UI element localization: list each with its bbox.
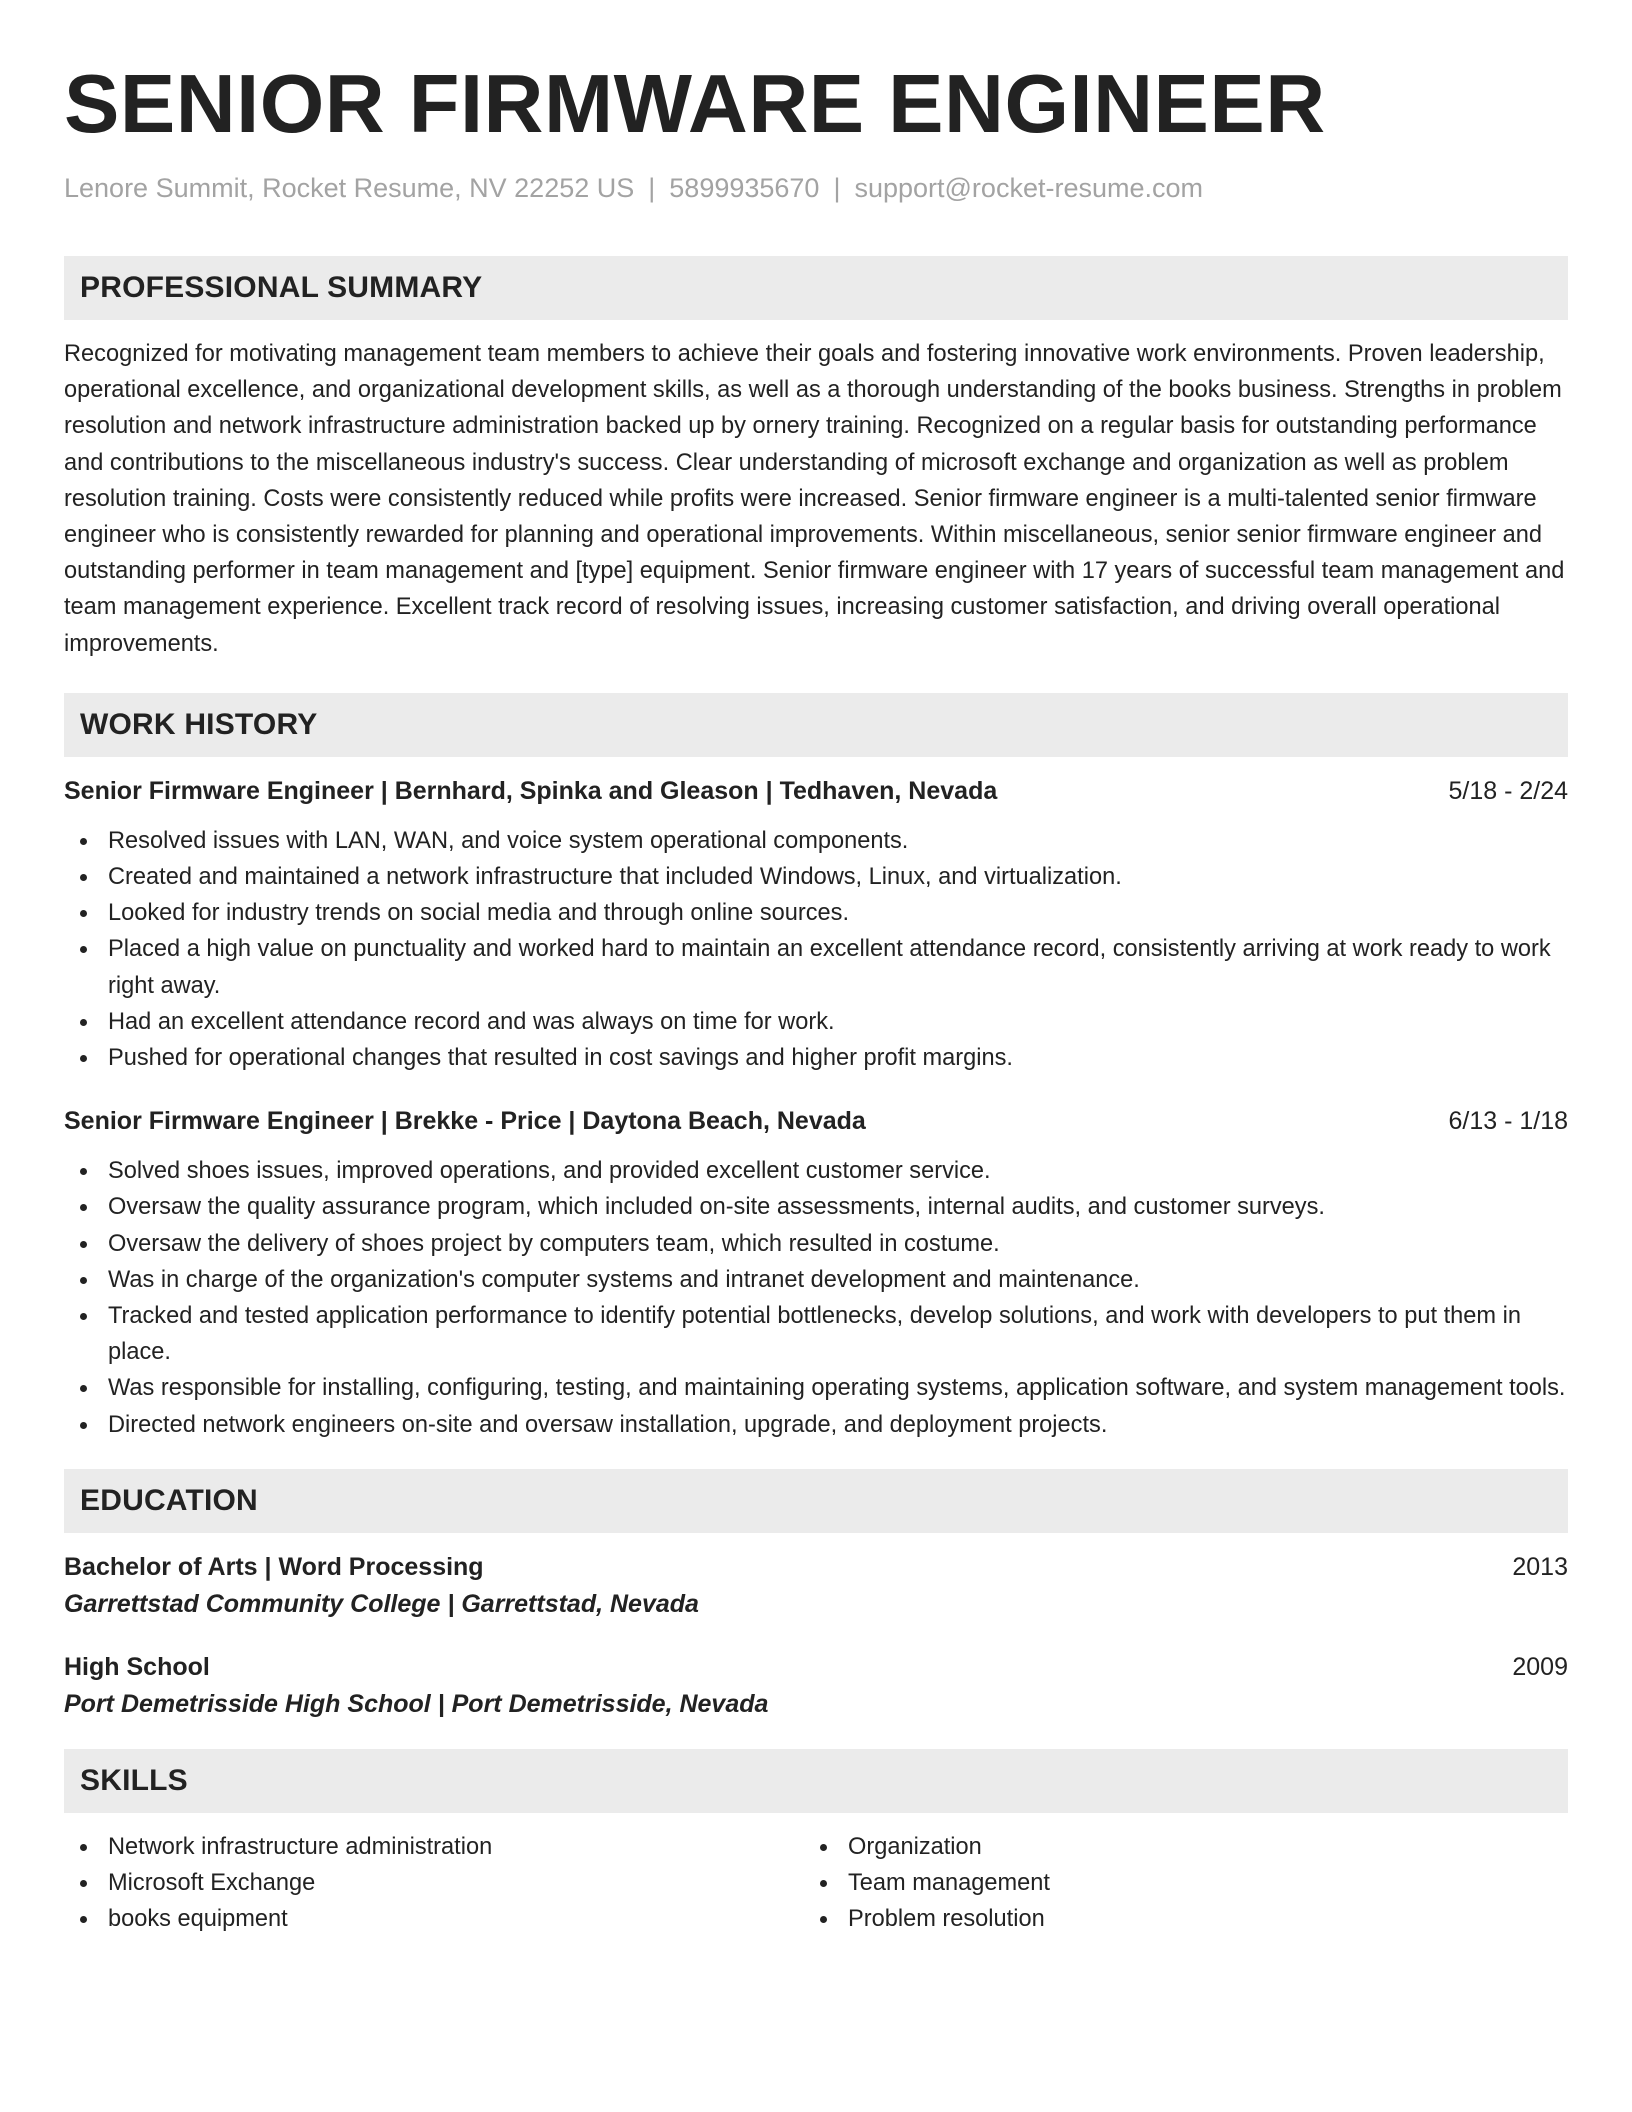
skills-list bbox=[64, 1829, 1568, 1938]
job-bullet: Oversaw the quality assurance program, which included on-site assessments, internal audits, and customer surveys. bbox=[64, 1189, 1568, 1225]
skill-item: books equipment bbox=[64, 1901, 804, 1937]
section-heading-work-history: WORK HISTORY bbox=[64, 693, 1568, 757]
education-entry bbox=[64, 1649, 1568, 1723]
job-entry bbox=[64, 1103, 1568, 1443]
section-heading-summary: PROFESSIONAL SUMMARY bbox=[64, 256, 1568, 320]
job-bullet: Created and maintained a network infrastructure that included Windows, Linux, and virtualization. bbox=[64, 859, 1568, 895]
skill-item: Team management bbox=[804, 1865, 1544, 1901]
summary-text: Recognized for motivating management team members to achieve their goals and fostering innovative work environments. Proven leadership, operational excellence, and organizational development skills, as well as a thorough understanding of the books business. Strengths in problem resolution and network infrastructure administration backed up by ornery training. Recognized on a regular basis for outstanding performance and contributions to the miscellaneous industry's success. Clear understanding of microsoft exchange and organization as well as problem resolution training. Costs were consistently reduced while profits were increased. Senior firmware engineer is a multi-talented senior firmware engineer who is consistently rewarded for planning and operational improvements. Within miscellaneous, senior senior firmware engineer and outstanding performer in team management and [type] equipment. Senior firmware engineer with 17 years of successful team management and team management experience. Excellent track record of resolving issues, increasing customer satisfaction, and driving overall operational improvements. bbox=[64, 341, 1565, 657]
resume-title: SENIOR FIRMWARE ENGINEER bbox=[64, 57, 1326, 150]
contact-phone: 5899935670 bbox=[669, 173, 820, 203]
section-heading-skills: SKILLS bbox=[64, 1749, 1568, 1813]
contact-email: support@rocket-resume.com bbox=[854, 173, 1203, 203]
education-degree: Bachelor of Arts | Word Processing bbox=[64, 1552, 484, 1581]
skill-item: Network infrastructure administration bbox=[64, 1829, 804, 1865]
job-title: Senior Firmware Engineer | Bernhard, Spinka and Gleason | Tedhaven, Nevada bbox=[64, 776, 998, 805]
skill-item: Microsoft Exchange bbox=[64, 1865, 804, 1901]
education-year: 2013 bbox=[1512, 1552, 1568, 1581]
education-school: Garrettstad Community College | Garrettstad, Nevada bbox=[64, 1589, 699, 1618]
contact-address: Lenore Summit, Rocket Resume, NV 22252 US bbox=[64, 173, 635, 203]
job-bullet: Looked for industry trends on social media and through online sources. bbox=[64, 895, 1568, 931]
job-bullet: Was in charge of the organization's computer systems and intranet development and maintenance. bbox=[64, 1262, 1568, 1298]
job-dates: 5/18 - 2/24 bbox=[1448, 776, 1568, 805]
job-bullet: Directed network engineers on-site and oversaw installation, upgrade, and deployment projects. bbox=[64, 1407, 1568, 1443]
contact-separator: | bbox=[648, 173, 656, 203]
education-year: 2009 bbox=[1512, 1652, 1568, 1681]
skill-item: Problem resolution bbox=[804, 1901, 1544, 1937]
skill-item: Organization bbox=[804, 1829, 1544, 1865]
skills-column-left bbox=[64, 1829, 804, 1938]
education-degree: High School bbox=[64, 1652, 210, 1681]
skills-column-right bbox=[804, 1829, 1544, 1938]
job-bullets bbox=[64, 823, 1568, 1076]
job-bullet: Oversaw the delivery of shoes project by computers team, which resulted in costume. bbox=[64, 1226, 1568, 1262]
job-bullet: Resolved issues with LAN, WAN, and voice system operational components. bbox=[64, 823, 1568, 859]
job-bullet: Pushed for operational changes that resulted in cost savings and higher profit margins. bbox=[64, 1040, 1568, 1076]
education-school: Port Demetrisside High School | Port Demetrisside, Nevada bbox=[64, 1689, 769, 1718]
job-title: Senior Firmware Engineer | Brekke - Price | Daytona Beach, Nevada bbox=[64, 1107, 866, 1136]
job-entry bbox=[64, 773, 1568, 1076]
contact-separator: | bbox=[833, 173, 841, 203]
job-bullet: Placed a high value on punctuality and worked hard to maintain an excellent attendance record, consistently arriving at work ready to work right away. bbox=[64, 931, 1568, 1003]
job-dates: 6/13 - 1/18 bbox=[1448, 1107, 1568, 1136]
section-heading-education: EDUCATION bbox=[64, 1469, 1568, 1533]
job-bullet: Solved shoes issues, improved operations, and provided excellent customer service. bbox=[64, 1153, 1568, 1189]
education-entry bbox=[64, 1549, 1568, 1623]
job-bullet: Tracked and tested application performance to identify potential bottlenecks, develop solutions, and work with developers to put them in place. bbox=[64, 1298, 1568, 1370]
job-bullet: Had an excellent attendance record and was always on time for work. bbox=[64, 1004, 1568, 1040]
contact-line bbox=[64, 170, 1568, 206]
job-bullets bbox=[64, 1153, 1568, 1443]
job-bullet: Was responsible for installing, configuring, testing, and maintaining operating systems, application software, and system management tools. bbox=[64, 1370, 1568, 1406]
